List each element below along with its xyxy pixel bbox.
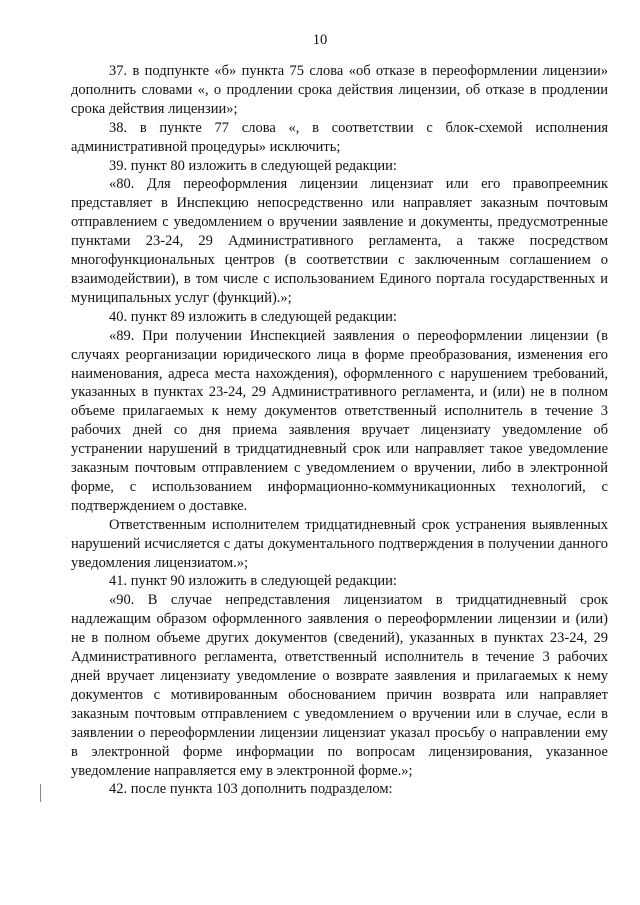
paragraph-89-continuation: Ответственным исполнителем тридцатидневный срок устранения выявленных нарушений исчисляется с даты документального подтверждения в получении данного уведомления лицензиатом.»;: [71, 516, 608, 571]
paragraph-40: 40. пункт 89 изложить в следующей редакции:: [109, 308, 397, 325]
paragraph-80-text: «80. Для переоформления лицензии лицензиат или его правопреемник представляет в Инспекцию непосредственно или направляет заказным почтовым отправлением с уведомлением о вручении заявление и документы, предусмотренные пунктами 23-24, 29 Административного регламента, а также посредством многофункциональных центров (в соответствии с заключенным соглашением о взаимодействии), в том числе с использованием Единого портала государственных и муниципальных услуг (функций).»;: [71, 176, 608, 306]
paragraph-37: 37. в подпункте «б» пункта 75 слова «об отказе в переоформлении лицензии» дополнить словами «, о продлении срока действия лицензии, об отказе в продлении срока действия лицензии»;: [71, 63, 608, 117]
paragraph-89-text: «89. При получении Инспекцией заявления о переоформлении лицензии (в случаях реорганизации юридического лица в форме преобразования, изменения его наименования, адреса места нахождения), оформленного с нарушением требований, указанных в пунктах 23-24, 29 Административного регламента, и (или) не в полном объеме прилагаемых к нему документов ответственный исполнитель в течение 3 рабочих дней со дня приема заявления вручает лицензиату уведомление об устранении нарушений в тридцатидневный срок или направляет такое уведомление заказным почтовым отправлением с уведомлением о вручении, либо в электронной форме, с использованием информационно-коммуникационных технологий, с подтверждением о доставке.: [71, 327, 608, 514]
paragraph-90-text: «90. В случае непредставления лицензиатом в тридцатидневный срок надлежащим образом оформленного заявления о переоформлении лицензии и (или) не в полном объеме других документов (сведений), указанных в пунктах 23-24, 29 Административного регламента, ответственный исполнитель в течение 3 рабочих дней вручает лицензиату уведомление о возврате заявления и прилагаемых к нему документов с мотивированным обоснованием причин возврата или направляет заказным почтовым отправлением с уведомлением о вручении или в случае, если в заявлении о переоформлении лицензии лицензиат указал просьбу о направлении ему в электронной форме информации по вопросам лицензирования, указанное уведомление направляется ему в электронной форме.»;: [71, 592, 608, 779]
document-body: [71, 62, 608, 799]
paragraph-39: 39. пункт 80 изложить в следующей редакции:: [109, 157, 397, 174]
scan-edge-mark: [40, 784, 41, 802]
paragraph-42: 42. после пункта 103 дополнить подразделом:: [109, 781, 393, 798]
paragraph-41: 41. пункт 90 изложить в следующей редакции:: [109, 573, 397, 590]
paragraph-38: 38. в пункте 77 слова «, в соответствии с блок-схемой исполнения административной процедуры» исключить;: [71, 119, 608, 155]
page-number: 10: [312, 32, 328, 48]
